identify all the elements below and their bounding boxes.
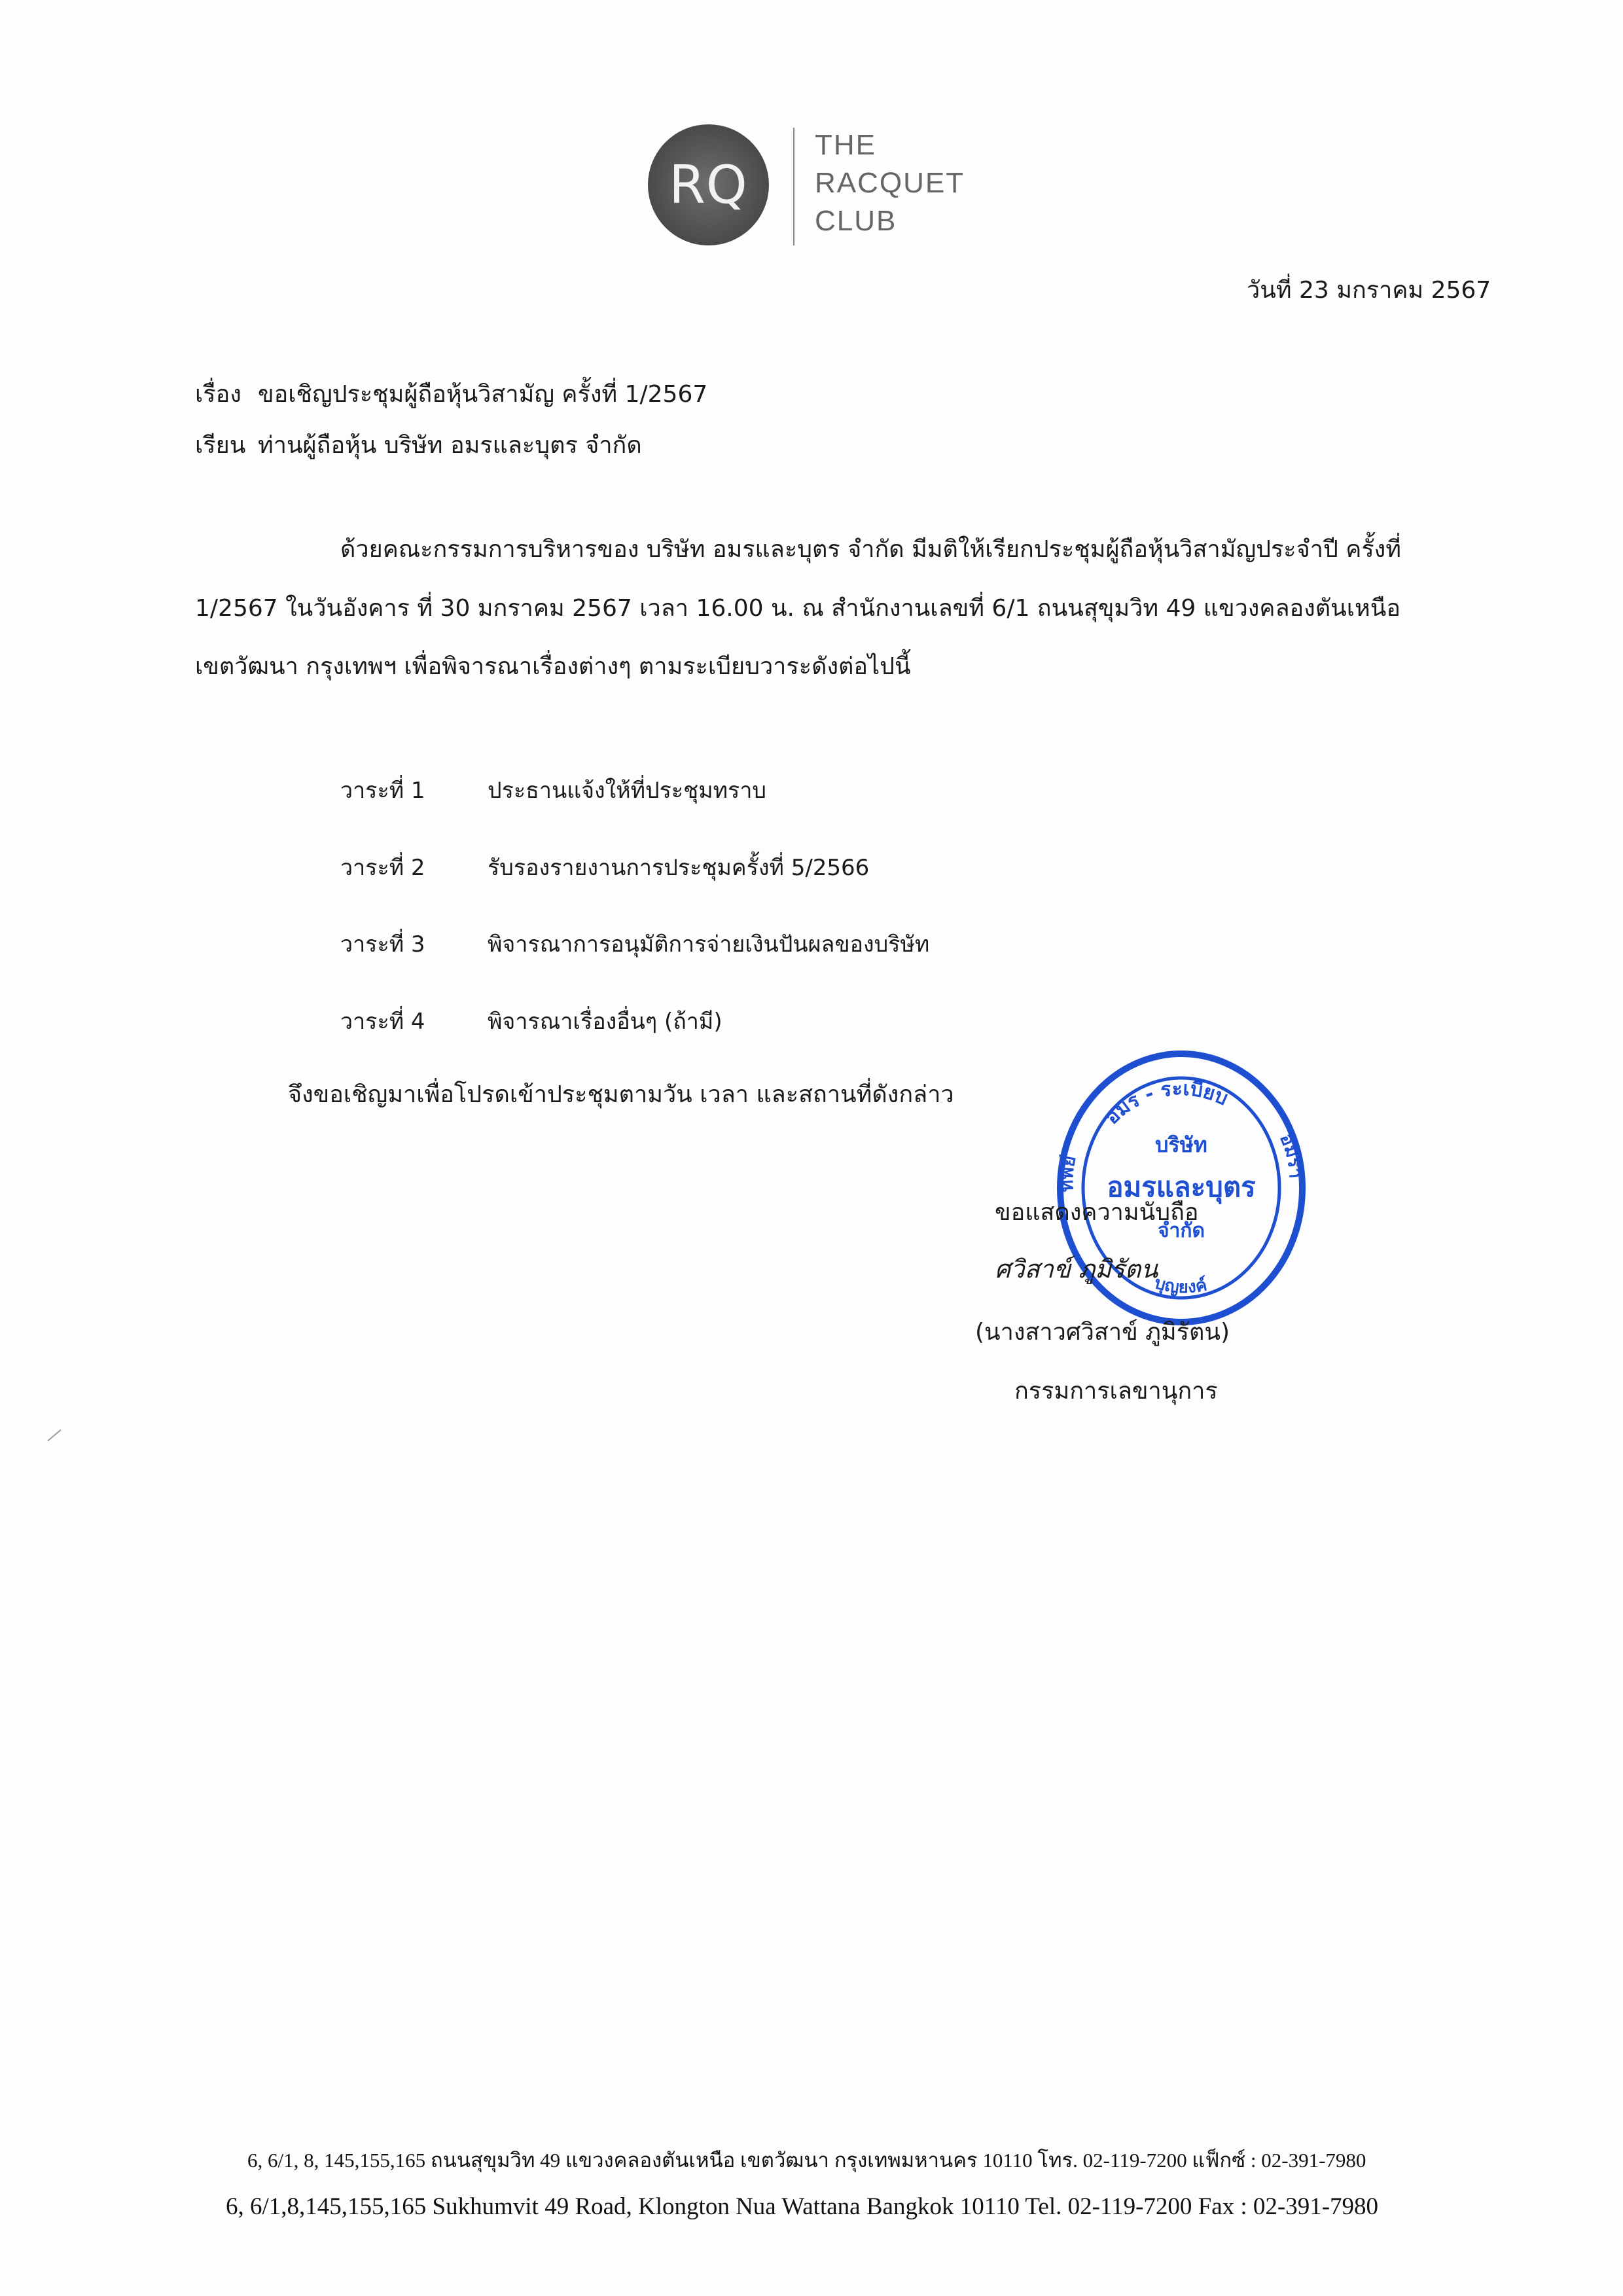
logo-line: RACQUET [815,167,965,199]
seal-right-arc: อมรา [1275,1130,1307,1179]
handwritten-signature: ศวิสาข์ ภูมิรัตน [995,1255,1158,1283]
addressee-line [195,434,642,457]
body-line: ด้วยคณะกรรมการบริหารของ บริษัท อมรและบุตร จำกัด มีมติให้เรียกประชุมผู้ถือหุ้นวิสามัญประจำปี ครั้งที่ [340,536,1401,563]
agenda-text: ประธานแจ้งให้ที่ประชุมทราบ [488,778,766,804]
logo-wordmark [815,126,965,240]
agenda-text: รับรองรายงานการประชุมครั้งที่ 5/2566 [488,855,870,881]
body-line: 1/2567 ในวันอังคาร ที่ 30 มกราคม 2567 เวลา 16.00 น. ณ สำนักงานเลขที่ 6/1 ถนนสุขุมวิท 49 แขวงคลองตันเหนือ [195,595,1400,622]
signer-title: กรรมการเลขานุการ [1014,1378,1218,1405]
subject-label: เรื่อง [195,381,241,408]
letter-date: วันที่ 23 มกราคม 2567 [1247,277,1491,304]
subject-text: ขอเชิญประชุมผู้ถือหุ้นวิสามัญ ครั้งที่ 1/2567 [258,381,708,408]
logo-line: THE [815,129,876,161]
closing-sentence: จึงขอเชิญมาเพื่อโปรดเข้าประชุมตามวัน เวลา และสถานที่ดังกล่าว [288,1081,954,1108]
seal-line: จำกัด [1157,1219,1205,1242]
agenda-text: พิจารณาเรื่องอื่นๆ (ถ้ามี) [488,1009,722,1035]
seal-bottom-arc: บุญยงค์ [1152,1273,1209,1298]
seal-top-arc: อมร - ระเบียบ [1100,1077,1232,1130]
agenda-number: วาระที่ 3 [340,931,425,958]
footer-address-thai: 6, 6/1, 8, 145,155,165 ถนนสุขุมวิท 49 แขวงคลองตันเหนือ เขตวัฒนา กรุงเทพมหานคร 10110 โทร. 02-119-7200 แฟ็กซ์ : 02-391-7980 [247,2149,1366,2172]
addressee-label: เรียน [195,432,246,459]
agenda-number: วาระที่ 1 [340,778,425,804]
logo-line: CLUB [815,205,897,237]
logo-badge [648,124,769,245]
agenda-text: พิจารณาการอนุมัติการจ่ายเงินปันผลของบริษัท [488,931,930,958]
sign-off-thanks: ขอแสดงความนับถือ [995,1199,1199,1226]
footer-address-english: 6, 6/1,8,145,155,165 Sukhumvit 49 Road, Klongton Nua Wattana Bangkok 10110 Tel. 02-119-7200 Fax : 02-391-7980 [226,2193,1379,2220]
logo-initials: RQ [669,154,748,215]
seal-line: บริษัท [1155,1132,1207,1157]
agenda-item [340,850,869,885]
body-line: เขตวัฒนา กรุงเทพฯ เพื่อพิจารณาเรื่องต่างๆ ตามระเบียบวาระดังต่อไปนี้ [195,653,911,680]
letterhead-logo [648,121,988,252]
scan-artifact [47,1429,61,1441]
seal-line: อมรและบุตร [1107,1171,1256,1203]
company-seal-stamp [1054,1047,1309,1329]
agenda-item [340,926,929,961]
agenda-item [340,1003,722,1039]
addressee-text: ท่านผู้ถือหุ้น บริษัท อมรและบุตร จำกัด [258,432,642,459]
logo-divider [793,128,794,245]
signer-name: (นางสาวศวิสาข์ ภูมิรัตน) [975,1319,1230,1346]
agenda-item [340,772,766,808]
agenda-number: วาระที่ 2 [340,855,425,881]
agenda-number: วาระที่ 4 [340,1009,425,1035]
seal-left-arc: ทิพย์ [1055,1153,1080,1193]
subject-line [195,383,707,406]
